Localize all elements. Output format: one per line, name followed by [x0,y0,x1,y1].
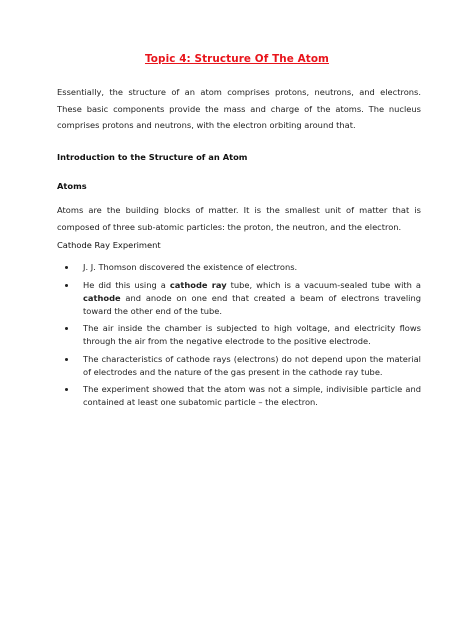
bullet-text: and anode on one end that created a beam of electrons traveling toward the other end of the tube. [83,292,421,316]
bullet-text: The air inside the chamber is subjected to high voltage, and electricity flows through the air from the negative electrode to the positive electrode. [83,323,421,346]
bold-term: cathode ray [169,279,227,290]
list-item [57,353,421,379]
cathode-bullet-list [57,261,421,414]
bullet-text: The experiment showed that the atom was not a simple, indivisible particle and contained at least one subatomic particle – the electron. [83,384,421,407]
bullet-text: The characteristics of cathode rays (electrons) do not depend upon the material of electrodes and the nature of the gas present in the cathode ray tube. [83,353,421,377]
bullet-icon [65,327,68,330]
bold-term: cathode [83,292,121,303]
list-item [57,279,421,318]
page-title: Topic 4: Structure Of The Atom [144,53,329,65]
atoms-heading: Atoms [57,181,87,191]
bullet-text: tube, which is a vacuum-sealed tube with a [226,279,421,290]
bullet-text: He did this using a [83,279,170,290]
list-item [57,322,421,348]
bullet-icon [65,266,68,269]
bullet-icon [65,284,68,287]
atoms-paragraph: Atoms are the building blocks of matter. It is the smallest unit of matter that is composed of three sub-atomic particles: the proton, the neutron, and the electron. [57,205,421,232]
bullet-icon [65,388,68,391]
bullet-icon [65,358,68,361]
section-heading: Introduction to the Structure of an Atom [57,152,248,162]
cathode-heading: Cathode Ray Experiment [57,240,161,250]
intro-paragraph: Essentially, the structure of an atom comprises protons, neutrons, and electrons. These basic components provide the mass and charge of the atoms. The nucleus comprises protons and neutrons, with the electron orbiting around that. [57,87,421,131]
bullet-text: J. J. Thomson discovered the existence of electrons. [83,262,298,272]
list-item [57,261,421,274]
list-item [57,383,421,409]
